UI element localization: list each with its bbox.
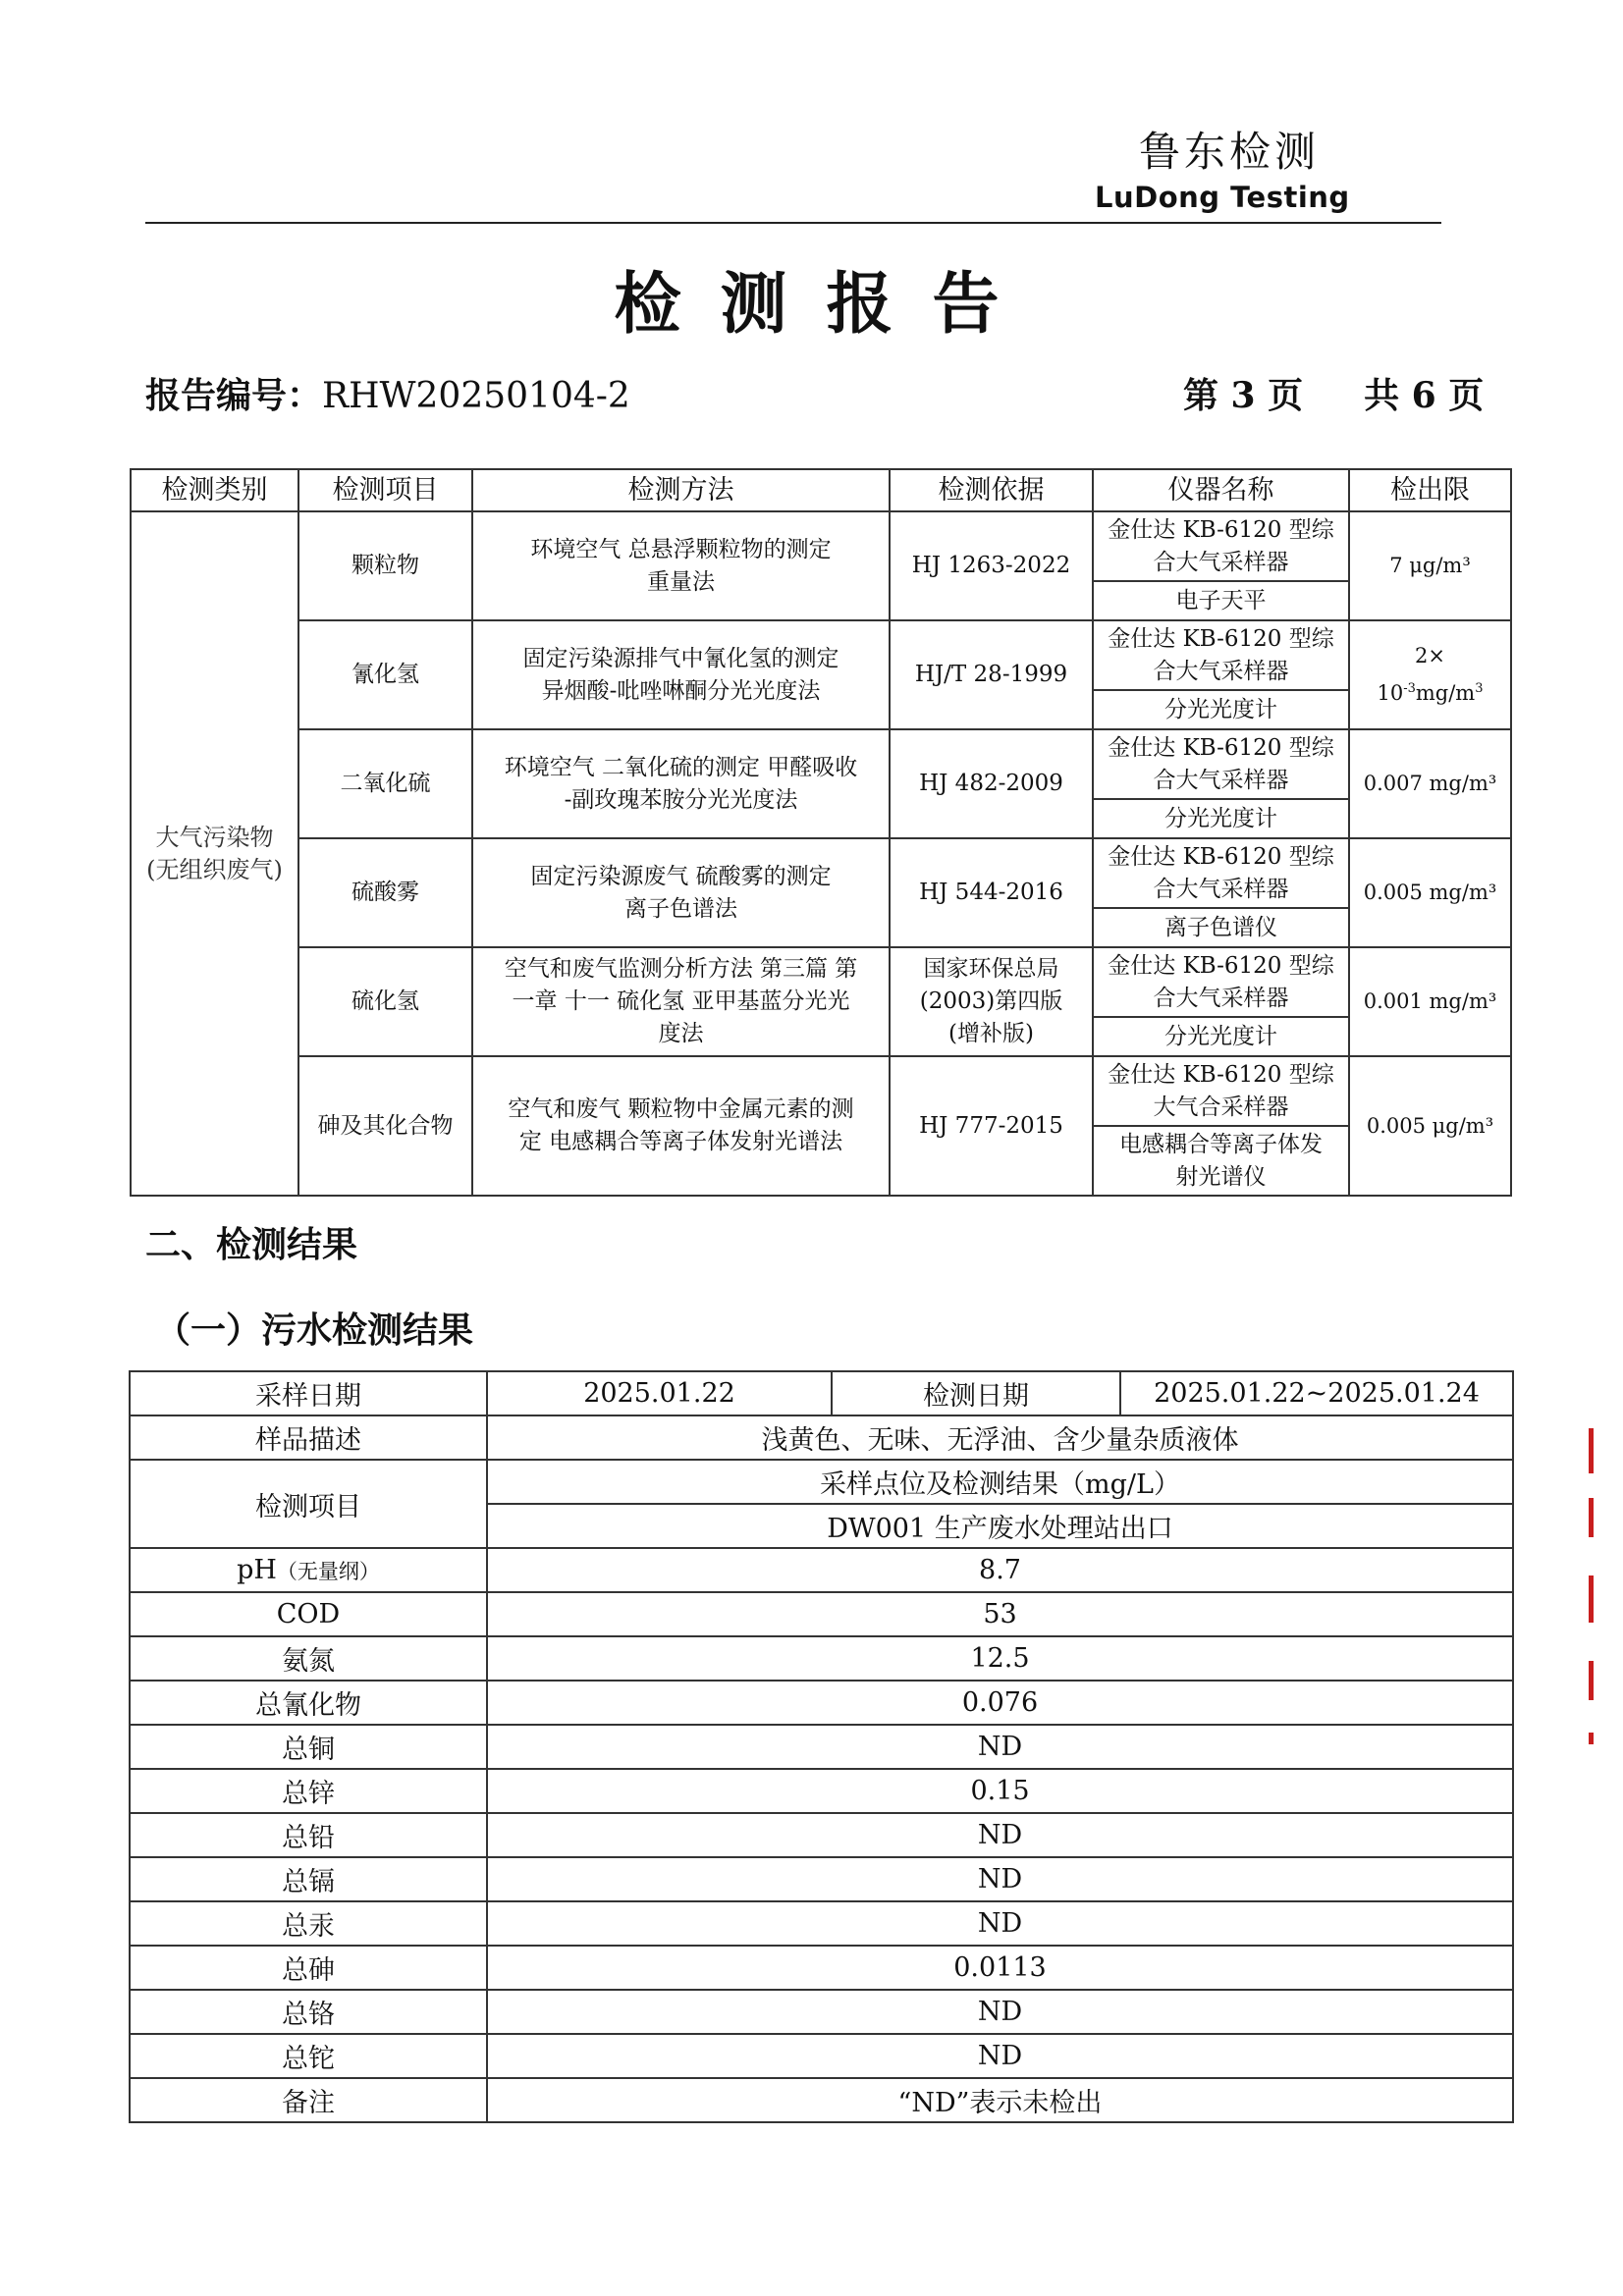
unit-note: （无量纲） bbox=[276, 1560, 380, 1583]
method-cell: 空气和废气 颗粒物中金属元素的测 定 电感耦合等离子体发射光谱法 bbox=[472, 1056, 890, 1196]
basis-cell: 国家环保总局 (2003)第四版 (增补版) bbox=[890, 947, 1093, 1056]
result-value: 53 bbox=[487, 1592, 1513, 1636]
table-row bbox=[131, 838, 1511, 908]
result-item: 氨氮 bbox=[130, 1636, 487, 1681]
page-current: 第 3 页 bbox=[1183, 375, 1304, 416]
sample-desc-value: 浅黄色、无味、无浮油、含少量杂质液体 bbox=[487, 1415, 1513, 1460]
remark-value: “ND”表示未检出 bbox=[487, 2078, 1513, 2122]
limit-line: 2× bbox=[1415, 644, 1445, 667]
header-cell: 检测方法 bbox=[472, 469, 890, 511]
result-value: 8.7 bbox=[487, 1548, 1513, 1592]
instrument-cell: 电子天平 bbox=[1093, 581, 1349, 620]
table-row bbox=[130, 1371, 1513, 1415]
result-item: COD bbox=[130, 1592, 487, 1636]
limit-cell: 0.007 mg/m³ bbox=[1349, 729, 1511, 838]
page-info bbox=[1183, 368, 1484, 418]
header-cell: 检测项目 bbox=[298, 469, 472, 511]
table-row bbox=[131, 947, 1511, 1017]
result-value: ND bbox=[487, 1990, 1513, 2034]
result-item: 总铅 bbox=[130, 1813, 487, 1857]
method-cell: 固定污染源废气 硫酸雾的测定 离子色谱法 bbox=[472, 838, 890, 947]
limit-cell: 0.001 mg/m³ bbox=[1349, 947, 1511, 1056]
table-row bbox=[130, 1592, 1513, 1636]
basis-cell: HJ/T 28-1999 bbox=[890, 620, 1093, 729]
header-cell: 检测类别 bbox=[131, 469, 298, 511]
table-row bbox=[130, 1460, 1513, 1504]
item-cell: 颗粒物 bbox=[298, 511, 472, 620]
report-number bbox=[145, 368, 630, 418]
item-cell: 硫酸雾 bbox=[298, 838, 472, 947]
methods-table bbox=[130, 468, 1512, 1197]
method-cell: 空气和废气监测分析方法 第三篇 第 一章 十一 硫化氢 亚甲基蓝分光光 度法 bbox=[472, 947, 890, 1056]
result-item: 总铬 bbox=[130, 1990, 487, 2034]
result-value: ND bbox=[487, 1813, 1513, 1857]
result-value: ND bbox=[487, 1857, 1513, 1901]
method-cell: 环境空气 二氧化硫的测定 甲醛吸收 -副玫瑰苯胺分光光度法 bbox=[472, 729, 890, 838]
instrument-cell: 电感耦合等离子体发 射光谱仪 bbox=[1093, 1126, 1349, 1196]
item-cell: 砷及其化合物 bbox=[298, 1056, 472, 1196]
table-row bbox=[131, 511, 1511, 581]
sampling-point: DW001 生产废水处理站出口 bbox=[487, 1504, 1513, 1548]
result-value: 0.15 bbox=[487, 1769, 1513, 1813]
result-item: 总铜 bbox=[130, 1725, 487, 1769]
report-title: 检测报告 bbox=[614, 265, 1039, 344]
test-date-label: 检测日期 bbox=[832, 1371, 1120, 1415]
subsection-title: （一）污水检测结果 bbox=[155, 1309, 474, 1351]
result-item: pH（无量纲） bbox=[130, 1548, 487, 1592]
method-cell: 固定污染源排气中氰化氢的测定 异烟酸-吡唑啉酮分光光度法 bbox=[472, 620, 890, 729]
brand-name-cn: 鲁东检测 bbox=[1139, 128, 1321, 176]
item-cell: 硫化氢 bbox=[298, 947, 472, 1056]
result-item: 总镉 bbox=[130, 1857, 487, 1901]
table-row bbox=[130, 1681, 1513, 1725]
table-row bbox=[130, 2034, 1513, 2078]
instrument-cell: 金仕达 KB-6120 型综 合大气采样器 bbox=[1093, 729, 1349, 799]
limit-cell bbox=[1349, 620, 1511, 729]
methods-header-row bbox=[131, 469, 1511, 511]
table-row bbox=[131, 729, 1511, 799]
sampling-date-value: 2025.01.22 bbox=[487, 1371, 832, 1415]
result-value: ND bbox=[487, 1725, 1513, 1769]
header-divider bbox=[145, 222, 1441, 224]
table-row bbox=[130, 1769, 1513, 1813]
basis-cell: HJ 544-2016 bbox=[890, 838, 1093, 947]
limit-cell: 7 μg/m³ bbox=[1349, 511, 1511, 620]
result-value: 0.0113 bbox=[487, 1946, 1513, 1990]
result-item: 总锌 bbox=[130, 1769, 487, 1813]
report-number-value: RHW20250104-2 bbox=[322, 376, 630, 416]
method-cell: 环境空气 总悬浮颗粒物的测定 重量法 bbox=[472, 511, 890, 620]
brand-name-en: LuDong Testing bbox=[1095, 181, 1350, 214]
table-row bbox=[131, 620, 1511, 690]
result-item: 总铊 bbox=[130, 2034, 487, 2078]
result-value: 0.076 bbox=[487, 1681, 1513, 1725]
header-cell: 仪器名称 bbox=[1093, 469, 1349, 511]
result-value: ND bbox=[487, 1901, 1513, 1946]
header-cell: 检测依据 bbox=[890, 469, 1093, 511]
table-row bbox=[130, 1946, 1513, 1990]
section-title: 二、检测结果 bbox=[145, 1224, 358, 1265]
instrument-cell: 离子色谱仪 bbox=[1093, 908, 1349, 947]
limit-cell: 0.005 mg/m³ bbox=[1349, 838, 1511, 947]
result-item: 总汞 bbox=[130, 1901, 487, 1946]
item-cell: 二氧化硫 bbox=[298, 729, 472, 838]
header-cell: 检出限 bbox=[1349, 469, 1511, 511]
table-row bbox=[130, 1725, 1513, 1769]
instrument-cell: 金仕达 KB-6120 型综 合大气采样器 bbox=[1093, 511, 1349, 581]
sample-desc-label: 样品描述 bbox=[130, 1415, 487, 1460]
category-cell: 大气污染物 (无组织废气) bbox=[131, 511, 298, 1196]
table-row bbox=[130, 1901, 1513, 1946]
report-number-label: 报告编号： bbox=[145, 375, 323, 416]
basis-cell: HJ 777-2015 bbox=[890, 1056, 1093, 1196]
result-value: ND bbox=[487, 2034, 1513, 2078]
test-date-value: 2025.01.22~2025.01.24 bbox=[1120, 1371, 1513, 1415]
table-row bbox=[130, 1636, 1513, 1681]
instrument-cell: 金仕达 KB-6120 型综 合大气采样器 bbox=[1093, 620, 1349, 690]
instrument-cell: 金仕达 KB-6120 型综 合大气采样器 bbox=[1093, 947, 1349, 1017]
results-table bbox=[129, 1370, 1514, 2123]
basis-cell: HJ 482-2009 bbox=[890, 729, 1093, 838]
table-row bbox=[130, 1415, 1513, 1460]
table-row bbox=[130, 1857, 1513, 1901]
instrument-cell: 金仕达 KB-6120 型综 大气合采样器 bbox=[1093, 1056, 1349, 1126]
instrument-cell: 分光光度计 bbox=[1093, 799, 1349, 838]
item-cell: 氰化氢 bbox=[298, 620, 472, 729]
page-total: 共 6 页 bbox=[1364, 375, 1485, 416]
basis-cell: HJ 1263-2022 bbox=[890, 511, 1093, 620]
instrument-cell: 金仕达 KB-6120 型综 合大气采样器 bbox=[1093, 838, 1349, 908]
instrument-cell: 分光光度计 bbox=[1093, 690, 1349, 729]
table-row bbox=[130, 1990, 1513, 2034]
limit-cell: 0.005 μg/m³ bbox=[1349, 1056, 1511, 1196]
remark-label: 备注 bbox=[130, 2078, 487, 2122]
table-row bbox=[130, 1548, 1513, 1592]
table-row bbox=[131, 1056, 1511, 1126]
table-row bbox=[130, 1813, 1513, 1857]
result-value: 12.5 bbox=[487, 1636, 1513, 1681]
result-item: 总氰化物 bbox=[130, 1681, 487, 1725]
result-item: 总砷 bbox=[130, 1946, 487, 1990]
table-row bbox=[130, 2078, 1513, 2122]
limit-line: $10^{-3}mg/m^3$ bbox=[1377, 681, 1484, 705]
sampling-date-label: 采样日期 bbox=[130, 1371, 487, 1415]
instrument-cell: 分光光度计 bbox=[1093, 1017, 1349, 1056]
test-item-label: 检测项目 bbox=[130, 1460, 487, 1548]
result-header: 采样点位及检测结果（mg/L） bbox=[487, 1460, 1513, 1504]
